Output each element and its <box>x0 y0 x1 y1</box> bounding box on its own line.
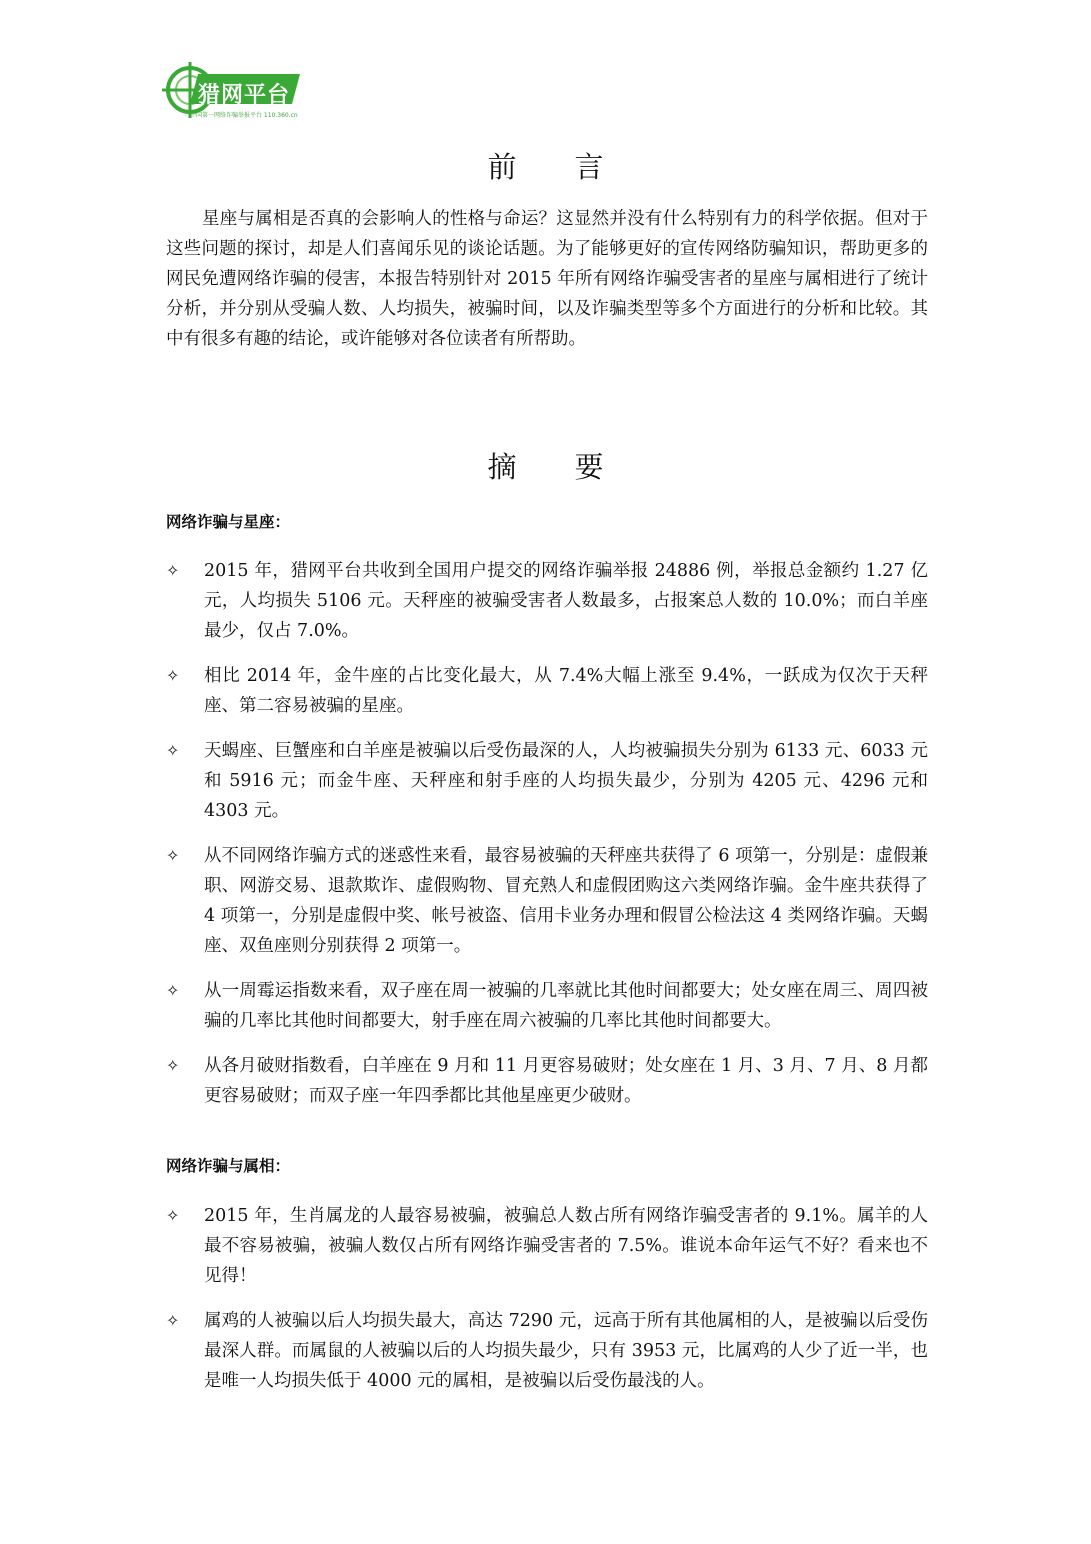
list-item <box>166 556 928 646</box>
list-item <box>166 841 928 961</box>
four-point-star-icon: ✧ <box>166 846 180 865</box>
list-item <box>166 736 928 826</box>
list-item <box>166 1306 928 1396</box>
four-point-star-icon: ✧ <box>166 1311 180 1330</box>
logo-name: 猎网平台 <box>198 83 291 108</box>
preface-paragraph: 星座与属相是否真的会影响人的性格与命运？这显然并没有什么特别有力的科学依据。但对于这些问题的探讨，却是人们喜闻乐见的谈论话题。为了能够更好的宣传网络防骗知识，帮助更多的网民免遭网络诈骗的侵害，本报告特别针对 2015 年所有网络诈骗受害者的星座与属相进行了统计分析，并分别从受骗人数、人均损失，被骗时间，以及诈骗类型等多个方面进行的分析和比较。其中有很多有趣的结论，或许能够对各位读者有所帮助。 <box>166 209 928 349</box>
list-item <box>166 1051 928 1111</box>
bullet-text: 相比 2014 年，金牛座的占比变化最大，从 7.4%大幅上涨至 9.4%，一跃成为仅次于天秤座、第二容易被骗的星座。 <box>204 666 928 716</box>
bullet-text: 2015 年，猎网平台共收到全国用户提交的网络诈骗举报 24886 例，举报总金额约 1.27 亿元，人均损失 5106 元。天秤座的被骗受害者人数最多，占报案总人数的 10.0%；而白羊座最少，仅占 7.0%。 <box>204 561 928 641</box>
bullet-text: 属鸡的人被骗以后人均损失最大，高达 7290 元，远高于所有其他属相的人，是被骗以后受伤最深人群。而属鼠的人被骗以后的人均损失最少，只有 3953 元，比属鸡的人少了近一半，也是唯一人均损失低于 4000 元的属相，是被骗以后受伤最浅的人。 <box>204 1311 928 1391</box>
four-point-star-icon: ✧ <box>166 666 180 685</box>
lieWang-logo <box>160 60 310 124</box>
zodiac-heading: 网络诈骗与属相： <box>166 1157 291 1175</box>
bullet-text: 从一周霉运指数来看，双子座在周一被骗的几率就比其他时间都要大；处女座在周三、周四被骗的几率比其他时间都要大，射手座在周六被骗的几率比其他时间都要大。 <box>204 981 928 1031</box>
four-point-star-icon: ✧ <box>166 741 180 760</box>
four-point-star-icon: ✧ <box>166 1056 180 1075</box>
four-point-star-icon: ✧ <box>166 561 180 580</box>
bullet-text: 天蝎座、巨蟹座和白羊座是被骗以后受伤最深的人，人均被骗损失分别为 6133 元、6033 元和 5916 元；而金牛座、天秤座和射手座的人均损失最少，分别为 4205 元、4296 元和 4303 元。 <box>204 741 928 821</box>
four-point-star-icon: ✧ <box>166 1206 180 1225</box>
zodiac-bullet-list <box>166 1201 928 1411</box>
preface-title: 前言 <box>487 150 662 184</box>
list-item <box>166 976 928 1036</box>
constellation-heading: 网络诈骗与星座： <box>166 513 291 531</box>
logo-tagline: 中国第一网络诈骗举报平台 110.360.cn <box>190 112 298 119</box>
constellation-bullet-list <box>166 556 928 1126</box>
list-item <box>166 661 928 721</box>
summary-title: 摘要 <box>487 450 662 484</box>
bullet-text: 从不同网络诈骗方式的迷惑性来看，最容易被骗的天秤座共获得了 6 项第一，分别是：虚假兼职、网游交易、退款欺诈、虚假购物、冒充熟人和虚假团购这六类网络诈骗。金牛座共获得了 4 项第一，分别是虚假中奖、帐号被盗、信用卡业务办理和假冒公检法这 4 类网络诈骗。天蝎座、双鱼座则分别获得 2 项第一。 <box>204 846 928 956</box>
bullet-text: 从各月破财指数看，白羊座在 9 月和 11 月更容易破财；处女座在 1 月、3 月、7 月、8 月都更容易破财；而双子座一年四季都比其他星座更少破财。 <box>204 1056 928 1106</box>
bullet-text: 2015 年，生肖属龙的人最容易被骗，被骗总人数占所有网络诈骗受害者的 9.1%。属羊的人最不容易被骗，被骗人数仅占所有网络诈骗受害者的 7.5%。谁说本命年运气不好？看来也不见得！ <box>204 1206 928 1286</box>
four-point-star-icon: ✧ <box>166 981 180 1000</box>
list-item <box>166 1201 928 1291</box>
